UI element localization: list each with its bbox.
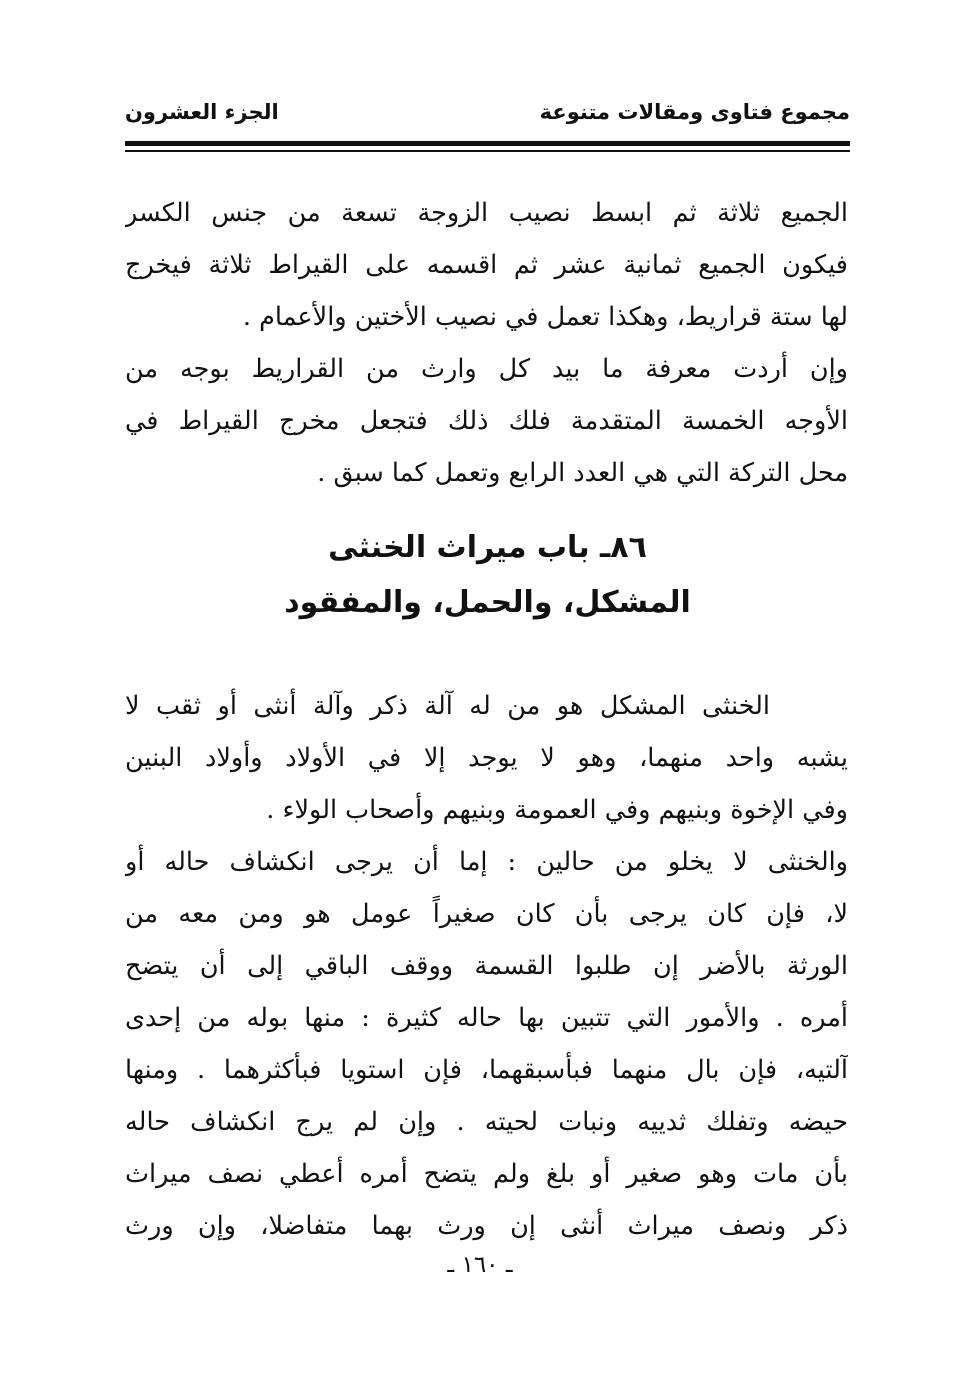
section-heading-subtitle: المشكل، والحمل، والمفقود xyxy=(284,585,691,620)
text-line: وفي الإخوة وبنيهم وفي العمومة وبنيهم وأصحاب الولاء . xyxy=(266,795,848,825)
header-rule-thick xyxy=(125,141,850,146)
text-line: لها ستة قراريط، وهكذا تعمل في نصيب الأختين والأعمام . xyxy=(242,302,848,332)
running-header xyxy=(125,92,850,132)
text-line: يشبه واحد منهما، وهو لا يوجد إلا في الأولاد وأولاد البنين xyxy=(125,743,848,773)
volume-label: الجزء العشرون xyxy=(125,100,279,124)
text-line: بأن مات وهو صغير أو بلغ ولم يتضح أمره أعطي نصف ميراث xyxy=(125,1159,848,1189)
paragraph-section xyxy=(125,680,848,1252)
text-line: الأوجه الخمسة المتقدمة فلك ذلك فتجعل مخرج القيراط في xyxy=(125,406,848,436)
header-rule-thin xyxy=(125,150,850,152)
text-line: حيضه وتفلك ثدييه ونبات لحيته . وإن لم يرج انكشاف حاله xyxy=(125,1107,848,1137)
text-line: وإن أردت معرفة ما بيد كل وارث من القراريط بوجه من xyxy=(125,354,848,384)
text-line: فيكون الجميع ثمانية عشر ثم اقسمه على القيراط ثلاثة فيخرج xyxy=(125,250,848,280)
text-line: والخنثى لا يخلو من حالين : إما أن يرجى انكشاف حاله أو xyxy=(125,847,848,877)
book-title: مجموع فتاوى ومقالات متنوعة xyxy=(539,100,850,124)
page-number: ـ ١٦٠ ـ xyxy=(447,1252,513,1278)
section-heading-title: ٨٦ـ باب ميراث الخنثى xyxy=(328,530,647,565)
text-line: محل التركة التي هي العدد الرابع وتعمل كما سبق . xyxy=(317,458,848,488)
text-line: لا، فإن كان يرجى بأن كان صغيراً عومل هو ومن معه من xyxy=(125,899,848,929)
paragraph-continued xyxy=(125,187,848,499)
text-line: الخنثى المشكل هو من له آلة ذكر وآلة أنثى أو ثقب لا xyxy=(125,691,770,721)
text-line: الورثة بالأضر إن طلبوا القسمة ووقف الباقي إلى أن يتضح xyxy=(125,951,848,981)
text-line: ذكر ونصف ميراث أنثى إن ورث بهما متفاضلا، وإن ورث xyxy=(125,1211,848,1241)
text-line: الجميع ثلاثة ثم ابسط نصيب الزوجة تسعة من جنس الكسر xyxy=(125,198,848,228)
text-line: أمره . والأمور التي تتبين بها حاله كثيرة : منها بوله من إحدى xyxy=(125,1003,848,1033)
text-line: آلتيه، فإن بال منهما فبأسبقهما، فإن استويا فبأكثرهما . ومنها xyxy=(125,1055,848,1085)
